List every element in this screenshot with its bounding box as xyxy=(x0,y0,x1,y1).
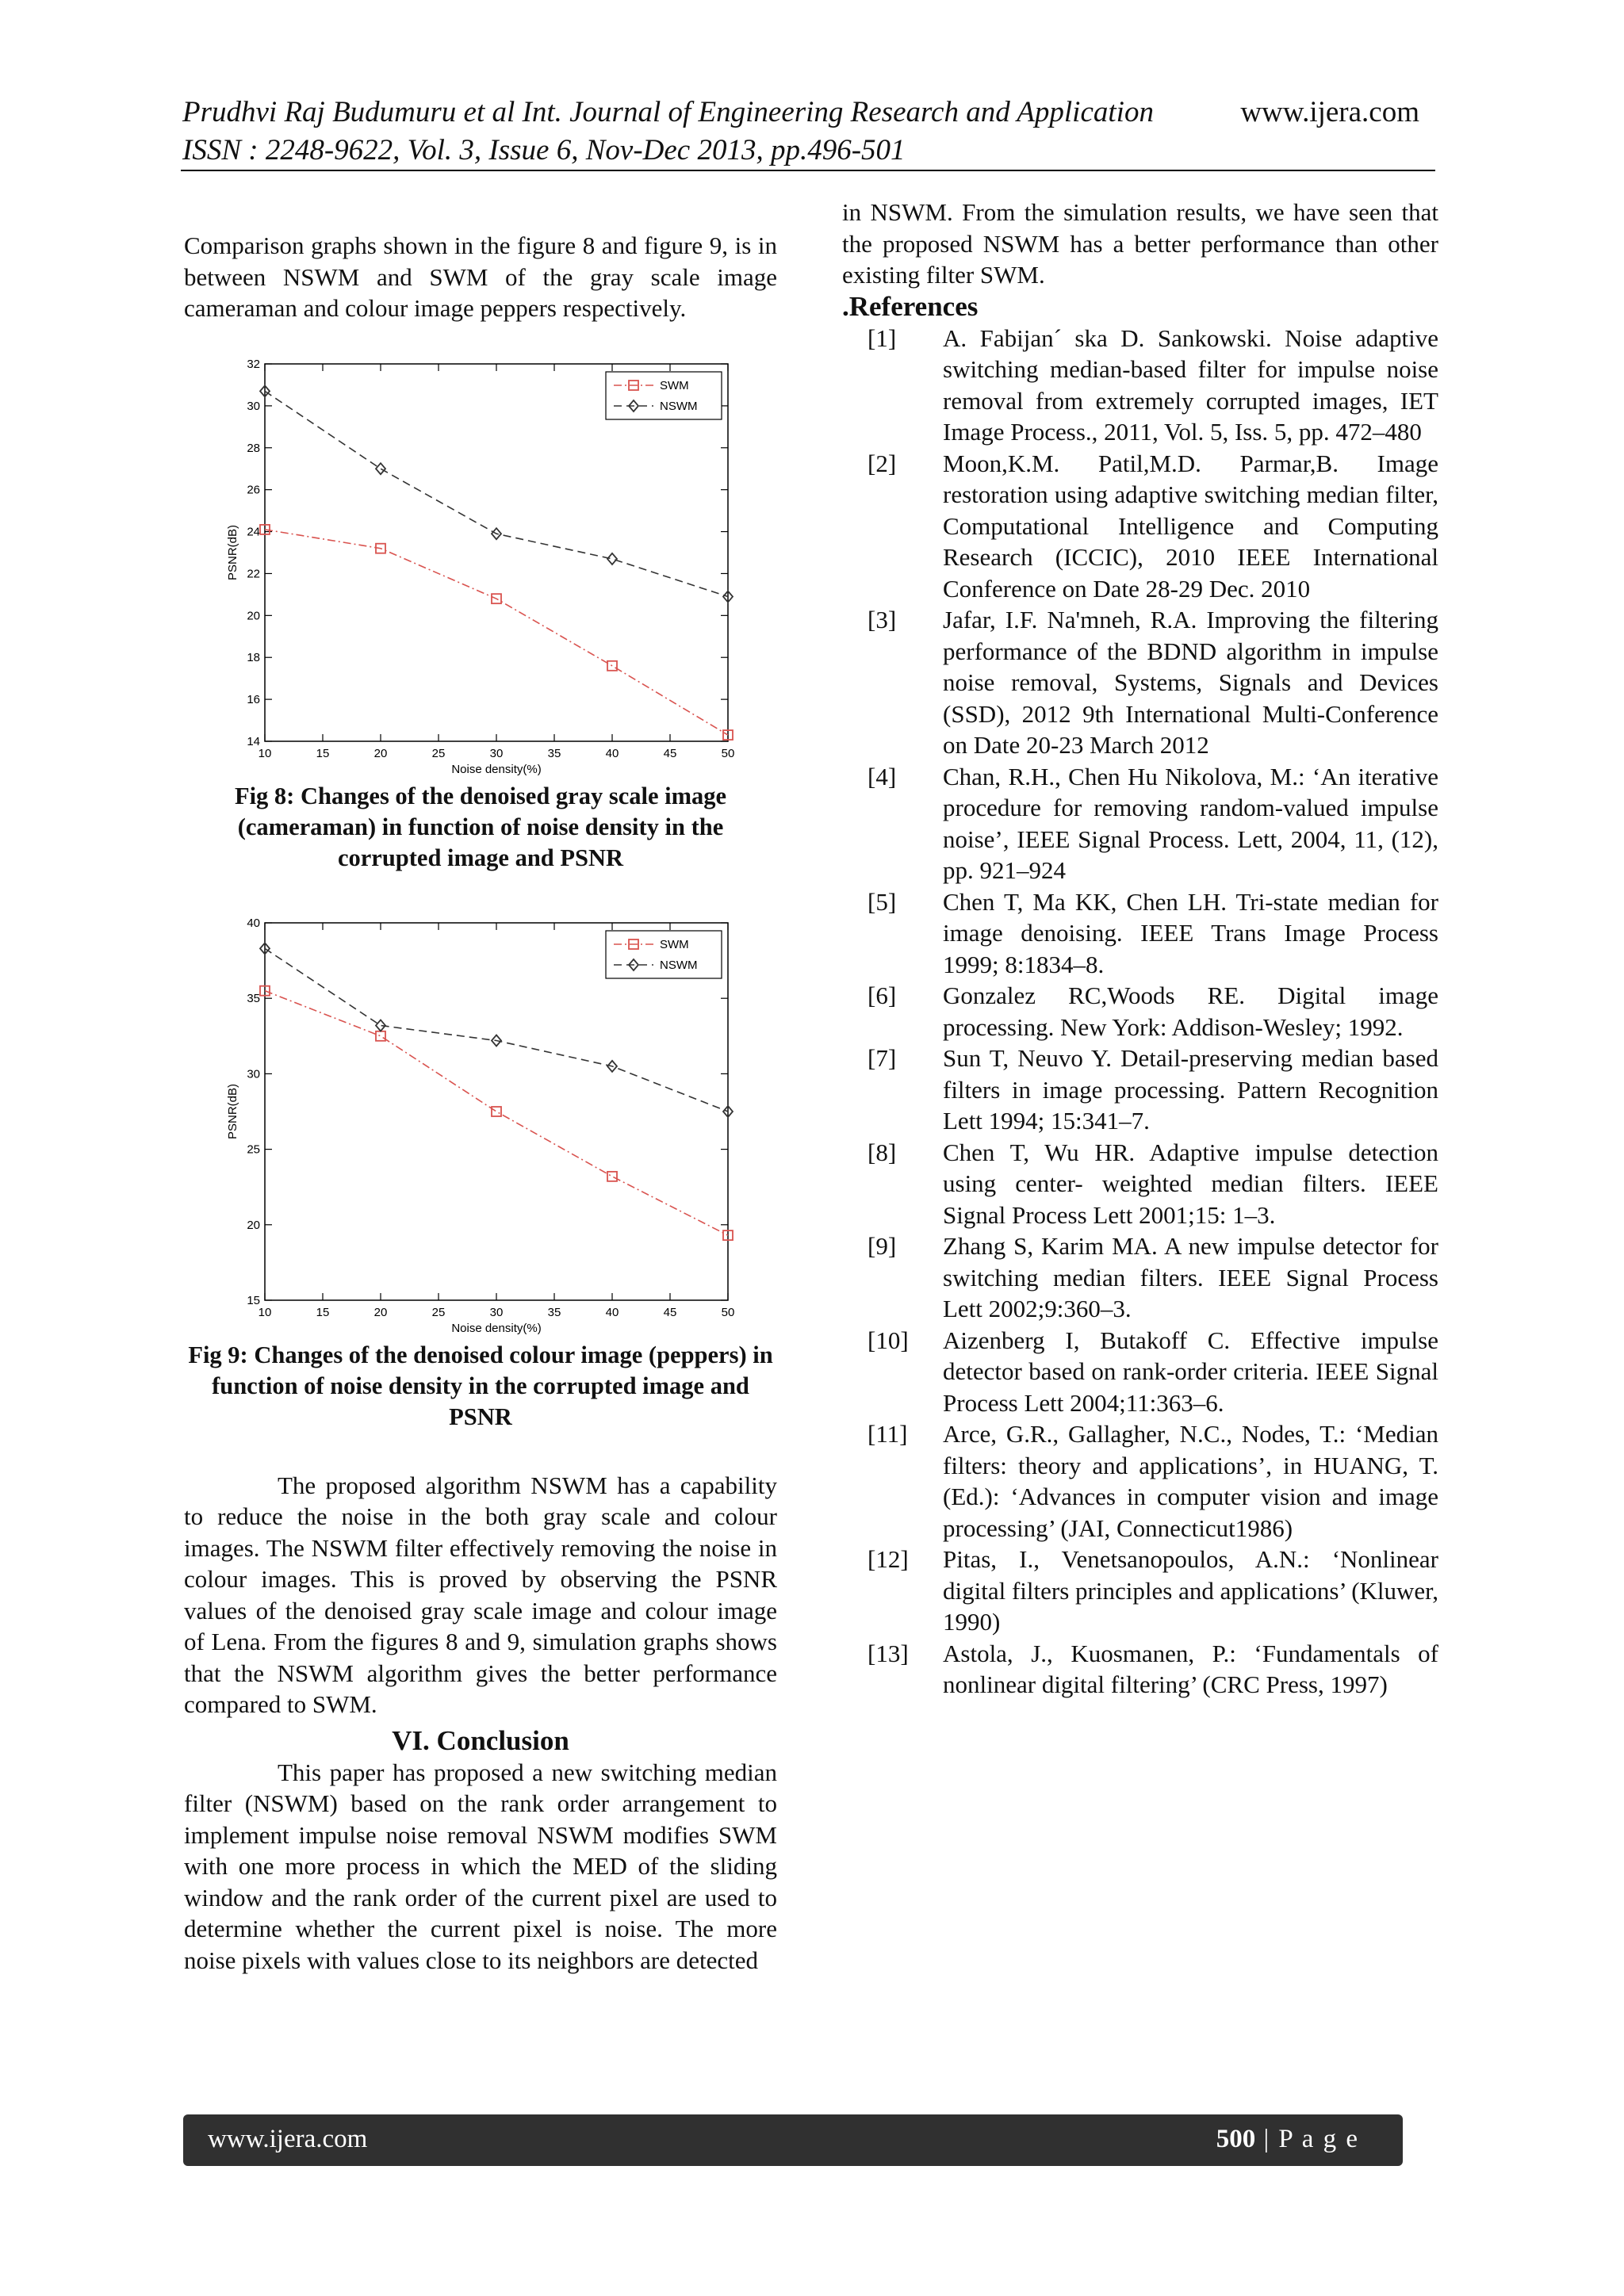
plot-frame xyxy=(265,923,728,1300)
y-tick-label: 25 xyxy=(247,1142,260,1157)
x-tick-label: 40 xyxy=(605,746,619,760)
y-tick-label: 24 xyxy=(247,525,260,539)
x-axis-label: Noise density(%) xyxy=(451,762,542,776)
x-tick-label: 50 xyxy=(721,746,735,760)
right-column xyxy=(842,197,1438,1701)
reference-item xyxy=(842,761,1438,886)
x-tick-label: 35 xyxy=(547,1305,561,1319)
y-tick-label: 15 xyxy=(247,1293,260,1307)
y-tick-label: 40 xyxy=(247,917,260,930)
x-tick-label: 25 xyxy=(431,1305,446,1319)
reference-number: [10] xyxy=(868,1326,909,1354)
x-tick-label: 35 xyxy=(547,746,561,760)
y-tick-label: 28 xyxy=(247,441,260,455)
intro-paragraph: Comparison graphs shown in the figure 8 and figure 9, is in between NSWM and SWM of the gray scale image cameraman and colour image peppers respectively. xyxy=(184,232,777,322)
reference-number: [9] xyxy=(868,1232,897,1260)
x-tick-label: 45 xyxy=(663,746,677,760)
reference-text: Arce, G.R., Gallagher, N.C., Nodes, T.: ‘Median filters: theory and applications’, in HUANG, T. (Ed.): ‘Advances in computer vision and image processing’ (JAI, Connecticut1986) xyxy=(943,1420,1438,1542)
reference-text: Jafar, I.F. Na'mneh, R.A. Improving the filtering performance of the BDND algorithm in impulse noise removal, Systems, Signals and Devices (SSD), 2012 9th International Multi-Conference on Date 20-23 March 2012 xyxy=(943,606,1438,759)
reference-item xyxy=(842,886,1438,981)
header-rule xyxy=(181,170,1435,171)
footer-url-link[interactable]: www.ijera.com xyxy=(208,2125,368,2153)
y-tick-label: 20 xyxy=(247,608,260,622)
x-tick-label: 50 xyxy=(721,1305,735,1319)
figure-9-chart xyxy=(219,918,742,1338)
footer-page-number: 500 xyxy=(1216,2125,1256,2153)
legend-label: NSWM xyxy=(660,958,698,972)
y-tick-label: 20 xyxy=(247,1218,260,1232)
reference-item xyxy=(842,1043,1438,1137)
reference-text: Pitas, I., Venetsanopoulos, A.N.: ‘Nonlinear digital filters principles and applications’ (Kluwer, 1990) xyxy=(943,1545,1438,1636)
y-tick-label: 30 xyxy=(247,1066,260,1081)
references-list xyxy=(842,323,1438,1701)
reference-item xyxy=(842,1418,1438,1544)
x-tick-label: 40 xyxy=(605,1305,619,1319)
reference-item xyxy=(842,1638,1438,1701)
x-tick-label: 10 xyxy=(258,1305,272,1319)
reference-item xyxy=(842,604,1438,761)
reference-number: [6] xyxy=(868,982,897,1009)
x-axis-label: Noise density(%) xyxy=(451,1321,542,1335)
x-tick-label: 15 xyxy=(316,746,330,760)
y-tick-label: 22 xyxy=(247,566,260,580)
figure-8-chart xyxy=(219,359,742,779)
reference-number: [4] xyxy=(868,762,897,790)
left-column xyxy=(184,197,777,1976)
legend-label: NSWM xyxy=(660,399,698,413)
y-tick-label: 30 xyxy=(247,399,260,413)
reference-text: Aizenberg I, Butakoff C. Effective impulse detector based on rank-order criteria. IEEE Signal Process Lett 2004;11:363–6. xyxy=(943,1326,1438,1417)
reference-text: Chan, R.H., Chen Hu Nikolova, M.: ‘An iterative procedure for removing random-valued impulse noise’, IEEE Signal Process. Lett, 2004, 11, (12), pp. 921–924 xyxy=(943,762,1438,884)
reference-text: Sun T, Neuvo Y. Detail-preserving median based filters in image processing. Pattern Recognition Lett 1994; 15:341–7. xyxy=(943,1044,1438,1135)
reference-item xyxy=(842,448,1438,605)
x-tick-label: 10 xyxy=(258,746,272,760)
reference-number: [8] xyxy=(868,1138,897,1166)
reference-text: Zhang S, Karim MA. A new impulse detector for switching median filters. IEEE Signal Process Lett 2002;9:360–3. xyxy=(943,1232,1438,1322)
y-axis-label: PSNR(dB) xyxy=(226,1083,239,1139)
x-tick-label: 25 xyxy=(431,746,446,760)
reference-item xyxy=(842,1325,1438,1419)
x-tick-label: 30 xyxy=(489,1305,504,1319)
header-issn-line: ISSN : 2248-9622, Vol. 3, Issue 6, Nov-Dec 2013, pp.496-501 xyxy=(182,134,906,166)
page-header xyxy=(182,94,1419,170)
reference-number: [2] xyxy=(868,449,897,477)
header-url-link[interactable]: www.ijera.com xyxy=(1240,96,1419,128)
legend-label: SWM xyxy=(660,937,689,951)
reference-text: Chen T, Wu HR. Adaptive impulse detection using center- weighted median filters. IEEE Signal Process Lett 2001;15: 1–3. xyxy=(943,1138,1438,1229)
page-footer xyxy=(183,2114,1403,2166)
figure-8-caption: Fig 8: Changes of the denoised gray scale image (cameraman) in function of noise density in the corrupted image and PSNR xyxy=(234,782,727,871)
conclusion-heading: VI. Conclusion xyxy=(392,1724,569,1756)
reference-number: [1] xyxy=(868,323,897,352)
conclusion-continuation: in NSWM. From the simulation results, we have seen that the proposed NSWM has a better performance than other existing filter SWM. xyxy=(842,198,1438,289)
footer-page-label: | P a g e xyxy=(1255,2125,1359,2153)
x-tick-label: 15 xyxy=(316,1305,330,1319)
results-paragraph: The proposed algorithm NSWM has a capability to reduce the noise in the both gray scale and colour images. The NSWM filter effectively removing the noise in colour images. This is proved by observing the PSNR values of the denoised gray scale image and colour image of Lena. From the figures 8 and 9, simulation graphs shows that the NSWM algorithm gives the better performance compared to SWM. xyxy=(184,1471,777,1718)
y-axis-label: PSNR(dB) xyxy=(226,524,239,580)
y-tick-label: 18 xyxy=(247,650,260,664)
y-tick-label: 16 xyxy=(247,692,260,706)
reference-number: [3] xyxy=(868,606,897,633)
y-tick-label: 26 xyxy=(247,483,260,497)
x-tick-label: 45 xyxy=(663,1305,677,1319)
reference-number: [5] xyxy=(868,887,897,916)
footer-page-indicator xyxy=(1216,2125,1359,2154)
legend-label: SWM xyxy=(660,378,689,392)
reference-item xyxy=(842,1544,1438,1638)
x-tick-label: 30 xyxy=(489,746,504,760)
reference-number: [12] xyxy=(868,1545,909,1573)
reference-text: Moon,K.M. Patil,M.D. Parmar,B. Image restoration using adaptive switching median filter, Computational Intelligence and Computing Research (ICCIC), 2010 IEEE International Conference on Date 28-29 Dec. 2010 xyxy=(943,449,1438,603)
y-tick-label: 35 xyxy=(247,991,260,1005)
references-heading: .References xyxy=(842,290,979,322)
figure-9-caption: Fig 9: Changes of the denoised colour image (peppers) in function of noise density in the corrupted image and PSNR xyxy=(188,1341,773,1430)
plot-frame xyxy=(265,364,728,741)
reference-item xyxy=(842,1137,1438,1231)
reference-number: [13] xyxy=(868,1639,909,1667)
x-tick-label: 20 xyxy=(373,746,388,760)
reference-number: [7] xyxy=(868,1044,897,1072)
reference-text: Chen T, Ma KK, Chen LH. Tri-state median for image denoising. IEEE Trans Image Process 1999; 8:1834–8. xyxy=(943,887,1438,978)
conclusion-paragraph: This paper has proposed a new switching median filter (NSWM) based on the rank order arrangement to implement impulse noise removal NSWM modifies SWM with one more process in which the MED of the sliding window and the rank order of the current pixel are used to determine whether the current pixel is noise. The more noise pixels with values close to its neighbors are detected xyxy=(184,1758,777,1974)
reference-text: Gonzalez RC,Woods RE. Digital image processing. New York: Addison-Wesley; 1992. xyxy=(943,982,1438,1041)
reference-number: [11] xyxy=(868,1420,908,1448)
header-journal-line: Prudhvi Raj Budumuru et al Int. Journal of Engineering Research and Application xyxy=(182,96,1154,128)
reference-item xyxy=(842,323,1438,448)
reference-item xyxy=(842,1230,1438,1325)
reference-item xyxy=(842,980,1438,1043)
y-tick-label: 14 xyxy=(247,734,260,748)
reference-text: A. Fabijan´ ska D. Sankowski. Noise adaptive switching median-based filter for impulse noise removal from extremely corrupted images, IET Image Process., 2011, Vol. 5, Iss. 5, pp. 472–480 xyxy=(943,323,1438,446)
x-tick-label: 20 xyxy=(373,1305,388,1319)
y-tick-label: 32 xyxy=(247,358,260,371)
reference-text: Astola, J., Kuosmanen, P.: ‘Fundamentals of nonlinear digital filtering’ (CRC Press, 1997) xyxy=(943,1639,1438,1698)
